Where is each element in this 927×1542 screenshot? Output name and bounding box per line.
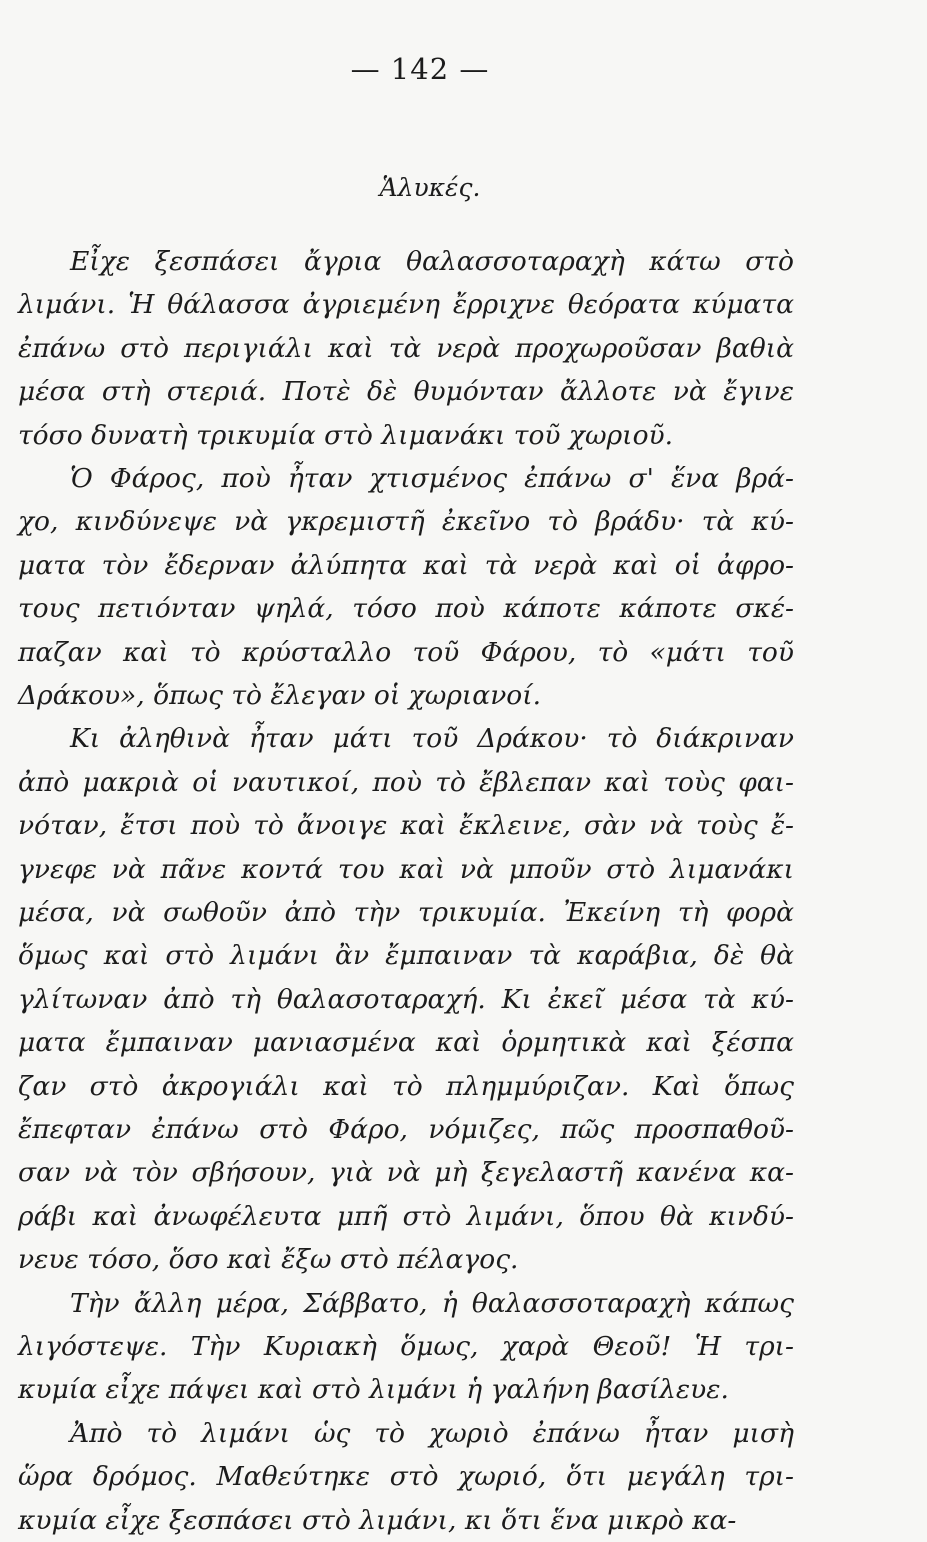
text-line: τόσο δυνατὴ τρικυμία στὸ λιμανάκι τοῦ χωριοῦ. (18, 419, 674, 451)
text-line: Τὴν ἄλλη μέρα, Σάββατο, ἡ θαλασσοταραχὴ κάπως (70, 1287, 794, 1319)
text-line: μέσα στὴ στεριά. Ποτὲ δὲ θυμόνταν ἄλλοτε νὰ ἔγινε (18, 376, 794, 408)
text-line: ἔπεφταν ἐπάνω στὸ Φάρο, νόμιζες, πῶς προσπαθοῦ- (18, 1114, 794, 1145)
text-line: Ὁ Φάρος, ποὺ ἦταν χτισμένος ἐπάνω σ' ἕνα βρά- (70, 463, 794, 494)
text-line: γνεφε νὰ πᾶνε κοντά του καὶ νὰ μποῦν στὸ λιμανάκι (18, 853, 794, 885)
text-line: ὅμως καὶ στὸ λιμάνι ἂν ἔμπαιναν τὰ καράβια, δὲ θὰ (18, 940, 794, 972)
text-line: ματα τὸν ἔδερναν ἀλύπητα καὶ τὰ νερὰ καὶ οἱ ἀφρο- (18, 549, 794, 581)
text-line: ὥρα δρόμος. Μαθεύτηκε στὸ χωριό, ὅτι μεγάλη τρι- (18, 1461, 794, 1493)
text-line: ἀπὸ μακριὰ οἱ ναυτικοί, ποὺ τὸ ἔβλεπαν καὶ τοὺς φαι- (18, 766, 794, 798)
page-number: — 142 — (350, 52, 490, 86)
text-line: νευε τόσο, ὅσο καὶ ἔξω στὸ πέλαγος. (18, 1244, 519, 1276)
text-line: λιμάνι. Ἡ θάλασσα ἀγριεμένη ἔρριχνε θεόρατα κύματα (18, 289, 794, 321)
section-title: Ἁλυκές. (379, 173, 481, 202)
text-line: γλίτωναν ἀπὸ τὴ θαλασοταραχή. Κι ἐκεῖ μέσα τὰ κύ- (18, 983, 794, 1015)
text-line: ράβι καὶ ἀνωφέλευτα μπῆ στὸ λιμάνι, ὅπου θὰ κινδύ- (18, 1200, 794, 1232)
text-line: Ἀπὸ τὸ λιμάνι ὡς τὸ χωριὸ ἐπάνω ἦταν μισὴ (70, 1417, 794, 1449)
text-line: Κι ἀληθινὰ ἦταν μάτι τοῦ Δράκου· τὸ διάκριναν (70, 723, 794, 755)
text-line: σαν νὰ τὸν σβήσουν, γιὰ νὰ μὴ ξεγελαστῆ κανένα κα- (18, 1157, 794, 1189)
text-line: Εἶχε ξεσπάσει ἄγρια θαλασσοταραχὴ κάτω στὸ (70, 246, 794, 277)
text-line: μέσα, νὰ σωθοῦν ἀπὸ τὴν τρικυμία. Ἐκείνη τὴ φορὰ (18, 897, 794, 928)
text-line: Δράκου», ὅπως τὸ ἔλεγαν οἱ χωριανοί. (18, 680, 542, 711)
text-line: ζαν στὸ ἀκρογιάλι καὶ τὸ πλημμύριζαν. Καὶ ὅπως (18, 1070, 794, 1102)
text-line: χο, κινδύνεψε νὰ γκρεμιστῆ ἐκεῖνο τὸ βράδυ· τὰ κύ- (18, 506, 794, 538)
text-line: τους πετιόνταν ψηλά, τόσο ποὺ κάποτε κάποτε σκέ- (18, 593, 794, 625)
text-line: παζαν καὶ τὸ κρύσταλλο τοῦ Φάρου, τὸ «μάτι τοῦ (18, 636, 794, 668)
text-line: λιγόστεψε. Τὴν Κυριακὴ ὅμως, χαρὰ Θεοῦ! Ἡ τρι- (18, 1331, 794, 1362)
text-line: κυμία εἶχε ξεσπάσει στὸ λιμάνι, κι ὅτι ἕνα μικρὸ κα- (18, 1504, 737, 1536)
text-line: ἐπάνω στὸ περιγιάλι καὶ τὰ νερὰ προχωροῦσαν βαθιὰ (18, 332, 794, 364)
text-line: ματα ἔμπαιναν μανιασμένα καὶ ὁρμητικὰ καὶ ξέσπα (18, 1027, 794, 1059)
text-line: κυμία εἶχε πάψει καὶ στὸ λιμάνι ἡ γαλήνη βασίλευε. (18, 1374, 729, 1406)
text-line: νόταν, ἔτσι ποὺ τὸ ἄνοιγε καὶ ἔκλεινε, σὰν νὰ τοὺς ἔ- (18, 810, 794, 842)
